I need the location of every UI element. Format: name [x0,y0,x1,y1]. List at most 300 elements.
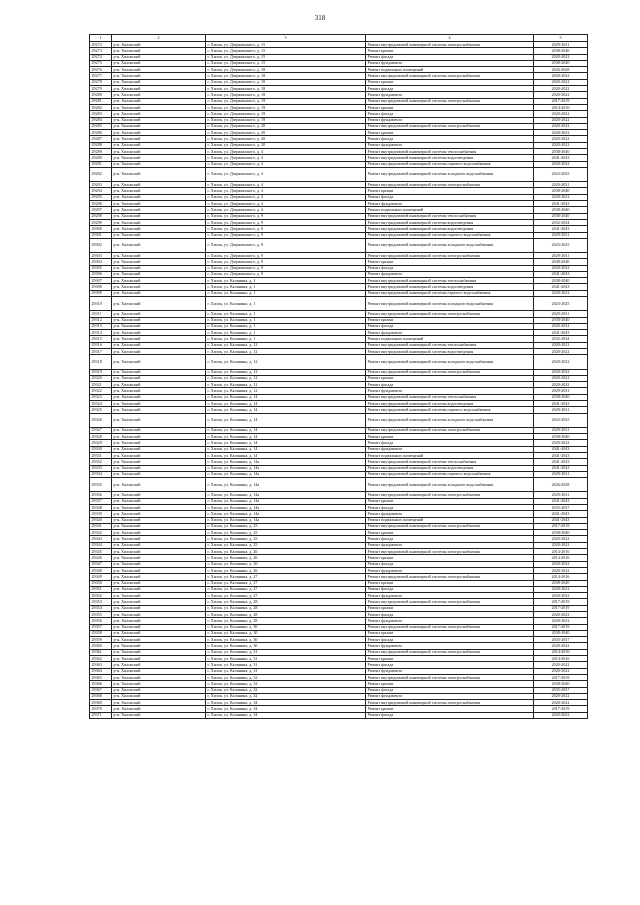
work-type-cell: Ремонт крыши [366,630,534,636]
period-cell: 2020-2022 [534,130,588,136]
row-number: 29325 [90,407,112,413]
work-type-cell: Ремонт внутридомовой инженерной системы горячего водоснабжения [366,407,534,413]
row-number: 29346 [90,555,112,561]
address-cell: г. Хилок, ул. Калинина, д. 14а [206,471,366,477]
address-cell: г. Хилок, ул. Калинина, д. 1 [206,284,366,290]
row-number: 29341 [90,523,112,529]
address-cell: г. Хилок, ул. Калинина, д. 25 [206,536,366,542]
district-cell: р-н. Хилокский [112,161,206,167]
row-number: 29330 [90,446,112,452]
period-cell: 2017-2019 [534,706,588,712]
district-cell: р-н. Хилокский [112,656,206,662]
address-cell: г. Хилок, ул. Калинина, д. 14 [206,440,366,446]
work-type-cell: Ремонт фундамента [366,618,534,624]
work-type-cell: Ремонт внутридомовой инженерной системы холодного водоснабжения [366,478,534,492]
work-type-cell: Ремонт внутридомовой инженерной системы теплоснабжения [366,149,534,155]
period-cell: 2038-2040 [534,149,588,155]
address-cell: г. Хилок, ул. Калинина, д. 28 [206,611,366,617]
row-number: 29304 [90,259,112,265]
address-cell: г. Хилок, ул. Калинина, д. 12 [206,369,366,375]
district-cell: р-н. Хилокский [112,232,206,238]
period-cell: 2023-2025 [534,297,588,311]
work-type-cell: Ремонт внутридомовой инженерной системы горячего водоснабжения [366,161,534,167]
period-cell: 2020-2022 [534,693,588,699]
row-number: 29281 [90,98,112,104]
work-type-cell: Ремонт фундамента [366,668,534,674]
period-cell: 2038-2040 [534,394,588,400]
address-cell: г. Хилок, ул. Дзержинского, д. 9 [206,259,366,265]
work-type-cell: Ремонт внутридомовой инженерной системы электроснабжения [366,624,534,630]
address-cell: г. Хилок, ул. Калинина, д. 34 [206,706,366,712]
district-cell: р-н. Хилокский [112,459,206,465]
work-type-cell: Ремонт внутридомовой инженерной системы горячего водоснабжения [366,290,534,296]
period-cell: 2038-2040 [534,434,588,440]
period-cell: 2020-2022 [534,342,588,348]
district-cell: р-н. Хилокский [112,67,206,73]
work-type-cell: Ремонт фундамента [366,271,534,277]
period-cell: 2020-2022 [534,668,588,674]
row-number: 29311 [90,311,112,317]
row-number: 29303 [90,252,112,258]
work-type-cell: Ремонт подвальных помещений [366,67,534,73]
work-type-cell: Ремонт фасада [366,687,534,693]
work-type-cell: Ремонт крыши [366,48,534,54]
district-cell: р-н. Хилокский [112,188,206,194]
work-type-cell: Ремонт внутридомовой инженерной системы электроснабжения [366,98,534,104]
work-type-cell: Ремонт фасада [366,561,534,567]
work-type-cell: Ремонт подвальных помещений [366,452,534,458]
address-cell: г. Хилок, ул. Калинина, д. 14а [206,504,366,510]
address-cell: г. Хилок, ул. Калинина, д. 14а [206,492,366,498]
period-cell: 2014-2016 [534,656,588,662]
row-number: 29305 [90,265,112,271]
district-cell: р-н. Хилокский [112,452,206,458]
district-cell: р-н. Хилокский [112,48,206,54]
district-cell: р-н. Хилокский [112,98,206,104]
work-type-cell: Ремонт внутридомовой инженерной системы холодного водоснабжения [366,238,534,252]
district-cell: р-н. Хилокский [112,349,206,355]
work-type-cell: Ремонт крыши [366,375,534,381]
district-cell: р-н. Хилокский [112,549,206,555]
period-cell: 2029-2031 [534,311,588,317]
period-cell: 2023-2025 [534,413,588,427]
work-type-cell: Ремонт внутридомовой инженерной системы водоотведения [366,284,534,290]
address-cell: г. Хилок, ул. Калинина, д. 26 [206,561,366,567]
row-number: 29327 [90,427,112,433]
address-cell: г. Хилок, ул. Дзержинского, д. 19 [206,98,366,104]
work-type-cell: Ремонт внутридомовой инженерной системы электроснабжения [366,42,534,48]
row-number: 29273 [90,48,112,54]
period-cell: 2020-2022 [534,586,588,592]
work-type-cell: Ремонт крыши [366,555,534,561]
period-cell: 2020-2022 [534,369,588,375]
address-cell: г. Хилок, ул. Калинина, д. 12 [206,388,366,394]
row-number: 29285 [90,123,112,129]
row-number: 29274 [90,54,112,60]
district-cell: р-н. Хилокский [112,611,206,617]
district-cell: р-н. Хилокский [112,586,206,592]
work-type-cell: Ремонт крыши [366,706,534,712]
district-cell: р-н. Хилокский [112,355,206,369]
address-cell: г. Хилок, ул. Дзержинского, д. 20 [206,130,366,136]
address-cell: г. Хилок, ул. Калинина, д. 28 [206,605,366,611]
row-number: 29277 [90,73,112,79]
row-number: 29316 [90,342,112,348]
period-cell: 2014-2016 [534,104,588,110]
row-number: 29350 [90,580,112,586]
district-cell: р-н. Хилокский [112,471,206,477]
period-cell: 2029-2031 [534,492,588,498]
district-cell: р-н. Хилокский [112,668,206,674]
row-number: 29308 [90,284,112,290]
row-number: 29283 [90,111,112,117]
work-type-cell: Ремонт внутридомовой инженерной системы электроснабжения [366,369,534,375]
work-type-cell: Ремонт внутридомовой инженерной системы электроснабжения [366,700,534,706]
district-cell: р-н. Хилокский [112,142,206,148]
address-cell: г. Хилок, ул. Дзержинского, д. 9 [206,252,366,258]
row-number: 29357 [90,624,112,630]
column-header: 3 [206,35,366,42]
period-cell: 2020-2022 [534,265,588,271]
period-cell: 2020-2022 [534,382,588,388]
period-cell: 2041-2043 [534,498,588,504]
district-cell: р-н. Хилокский [112,498,206,504]
period-cell: 2020-2022 [534,117,588,123]
row-number: 29295 [90,194,112,200]
period-cell: 2020-2022 [534,86,588,92]
address-cell: г. Хилок, ул. Дзержинского, д. 20 [206,123,366,129]
address-cell: г. Хилок, ул. Дзержинского, д. 4 [206,182,366,188]
address-cell: г. Хилок, ул. Калинина, д. 25 [206,542,366,548]
address-cell: г. Хилок, ул. Калинина, д. 14 [206,401,366,407]
district-cell: р-н. Хилокский [112,104,206,110]
work-type-cell: Ремонт внутридомовой инженерной системы электроснабжения [366,523,534,529]
address-cell: г. Хилок, ул. Калинина, д. 14 [206,394,366,400]
work-type-cell: Ремонт фундамента [366,643,534,649]
work-type-cell: Ремонт фасада [366,111,534,117]
period-cell: 2038-2040 [534,188,588,194]
row-number: 29317 [90,349,112,355]
address-cell: г. Хилок, ул. Калинина, д. 12 [206,355,366,369]
period-cell: 2023-2025 [534,167,588,181]
row-number: 29363 [90,662,112,668]
address-cell: г. Хилок, ул. Калинина, д. 32 [206,693,366,699]
row-number: 29278 [90,79,112,85]
row-number: 29348 [90,567,112,573]
period-cell: 2017-2019 [534,674,588,680]
address-cell: г. Хилок, ул. Дзержинского, д. 20 [206,136,366,142]
district-cell: р-н. Хилокский [112,86,206,92]
row-number: 29355 [90,611,112,617]
period-cell: 2017-2019 [534,599,588,605]
district-cell: р-н. Хилокский [112,259,206,265]
period-cell: 2041-2043 [534,452,588,458]
address-cell: г. Хилок, ул. Калинина, д. 14а [206,478,366,492]
district-cell: р-н. Хилокский [112,407,206,413]
address-cell: г. Хилок, ул. Калинина, д. 28 [206,599,366,605]
work-type-cell: Ремонт крыши [366,681,534,687]
period-cell: 2014-2016 [534,574,588,580]
work-type-cell: Ремонт внутридомовой инженерной системы электроснабжения [366,252,534,258]
district-cell: р-н. Хилокский [112,167,206,181]
work-type-cell: Ремонт фасада [366,611,534,617]
work-type-cell: Ремонт внутридомовой инженерной системы теплоснабжения [366,278,534,284]
row-number: 29332 [90,459,112,465]
district-cell: р-н. Хилокский [112,478,206,492]
row-number: 29319 [90,369,112,375]
work-type-cell: Ремонт внутридомовой инженерной системы электроснабжения [366,574,534,580]
row-number: 29343 [90,536,112,542]
row-number: 29288 [90,142,112,148]
period-cell: 2038-2040 [534,207,588,213]
work-type-cell: Ремонт крыши [366,580,534,586]
period-cell: 2038-2040 [534,259,588,265]
work-type-cell: Ремонт внутридомовой инженерной системы холодного водоснабжения [366,297,534,311]
address-cell: г. Хилок, ул. Калинина, д. 32 [206,674,366,680]
period-cell: 2020-2022 [534,611,588,617]
work-type-cell: Ремонт крыши [366,530,534,536]
address-cell: г. Хилок, ул. Дзержинского, д. 19 [206,104,366,110]
address-cell: г. Хилок, ул. Калинина, д. 31 [206,649,366,655]
district-cell: р-н. Хилокский [112,530,206,536]
district-cell: р-н. Хилокский [112,605,206,611]
period-cell: 2020-2022 [534,712,588,718]
district-cell: р-н. Хилокский [112,618,206,624]
address-cell: г. Хилок, ул. Калинина, д. 32 [206,687,366,693]
address-cell: г. Хилок, ул. Калинина, д. 1 [206,297,366,311]
work-type-cell: Ремонт крыши [366,656,534,662]
address-cell: г. Хилок, ул. Калинина, д. 14а [206,465,366,471]
address-cell: г. Хилок, ул. Калинина, д. 25 [206,523,366,529]
row-number: 29345 [90,549,112,555]
address-cell: г. Хилок, ул. Калинина, д. 14а [206,459,366,465]
work-type-cell: Ремонт фасада [366,440,534,446]
district-cell: р-н. Хилокский [112,149,206,155]
period-cell: 2038-2040 [534,317,588,323]
address-cell: г. Хилок, ул. Калинина, д. 14 [206,413,366,427]
address-cell: г. Хилок, ул. Дзержинского, д. 4 [206,149,366,155]
work-type-cell: Ремонт фасада [366,637,534,643]
address-cell: г. Хилок, ул. Калинина, д. 14 [206,427,366,433]
period-cell: 2020-2022 [534,92,588,98]
address-cell: г. Хилок, ул. Калинина, д. 28 [206,618,366,624]
work-type-cell: Ремонт фундамента [366,142,534,148]
district-cell: р-н. Хилокский [112,252,206,258]
district-cell: р-н. Хилокский [112,213,206,219]
row-number: 29310 [90,297,112,311]
period-cell: 2020-2022 [534,593,588,599]
address-cell: г. Хилок, ул. Дзержинского, д. 4 [206,194,366,200]
row-number: 29286 [90,130,112,136]
row-number: 29337 [90,498,112,504]
period-cell: 2038-2040 [534,60,588,66]
address-cell: г. Хилок, ул. Дзержинского, д. 4 [206,207,366,213]
row-number: 29324 [90,401,112,407]
period-cell: 2041-2043 [534,330,588,336]
period-cell: 2023-2025 [534,238,588,252]
work-type-cell: Ремонт подвальных помещений [366,207,534,213]
period-cell: 2035-2037 [534,637,588,643]
address-cell: г. Хилок, ул. Дзержинского, д. 15 [206,48,366,54]
row-number: 29367 [90,687,112,693]
row-number: 29358 [90,630,112,636]
period-cell: 2038-2040 [534,48,588,54]
row-number: 29366 [90,681,112,687]
address-cell: г. Хилок, ул. Калинина, д. 1 [206,278,366,284]
district-cell: р-н. Хилокский [112,624,206,630]
address-cell: г. Хилок, ул. Калинина, д. 1 [206,330,366,336]
district-cell: р-н. Хилокский [112,388,206,394]
address-cell: г. Хилок, ул. Дзержинского, д. 4 [206,201,366,207]
period-cell: 2020-2022 [534,375,588,381]
district-cell: р-н. Хилокский [112,630,206,636]
district-cell: р-н. Хилокский [112,311,206,317]
period-cell: 2029-2031 [534,427,588,433]
work-type-cell: Ремонт фасада [366,504,534,510]
district-cell: р-н. Хилокский [112,427,206,433]
work-type-cell: Ремонт фундамента [366,60,534,66]
work-type-cell: Ремонт фундамента [366,117,534,123]
period-cell: 2029-2031 [534,232,588,238]
period-cell: 2020-2022 [534,111,588,117]
address-cell: г. Хилок, ул. Дзержинского, д. 4 [206,167,366,181]
work-type-cell: Ремонт внутридомовой инженерной системы теплоснабжения [366,213,534,219]
district-cell: р-н. Хилокский [112,54,206,60]
table-row [90,413,588,427]
address-cell: г. Хилок, ул. Калинина, д. 25 [206,530,366,536]
work-type-cell: Ремонт внутридомовой инженерной системы водоотведения [366,465,534,471]
district-cell: р-н. Хилокский [112,265,206,271]
address-cell: г. Хилок, ул. Дзержинского, д. 9 [206,265,366,271]
district-cell: р-н. Хилокский [112,517,206,523]
address-cell: г. Хилок, ул. Калинина, д. 27 [206,586,366,592]
row-number: 29354 [90,605,112,611]
address-cell: г. Хилок, ул. Дзержинского, д. 4 [206,188,366,194]
district-cell: р-н. Хилокский [112,136,206,142]
address-cell: г. Хилок, ул. Калинина, д. 14 [206,434,366,440]
work-type-cell: Ремонт внутридомовой инженерной системы холодного водоснабжения [366,167,534,181]
period-cell: 2020-2022 [534,567,588,573]
district-cell: р-н. Хилокский [112,330,206,336]
table-row [90,297,588,311]
district-cell: р-н. Хилокский [112,42,206,48]
address-cell: г. Хилок, ул. Дзержинского, д. 9 [206,232,366,238]
address-cell: г. Хилок, ул. Калинина, д. 14а [206,517,366,523]
row-number: 29340 [90,517,112,523]
row-number: 29335 [90,478,112,492]
row-number: 29272 [90,42,112,48]
work-type-cell: Ремонт фундамента [366,693,534,699]
period-cell: 2020-2022 [534,161,588,167]
row-number: 29334 [90,471,112,477]
period-cell: 2038-2040 [534,630,588,636]
district-cell: р-н. Хилокский [112,567,206,573]
address-cell: г. Хилок, ул. Калинина, д. 27 [206,580,366,586]
work-type-cell: Ремонт крыши [366,130,534,136]
period-cell: 2020-2022 [534,700,588,706]
row-number: 29294 [90,188,112,194]
period-cell: 2020-2022 [534,542,588,548]
district-cell: р-н. Хилокский [112,706,206,712]
row-number: 29320 [90,375,112,381]
work-type-cell: Ремонт фундамента [366,446,534,452]
column-header: 4 [366,35,534,42]
work-type-cell: Ремонт фасада [366,136,534,142]
work-type-cell: Ремонт внутридомовой инженерной системы водоотведения [366,155,534,161]
work-type-cell: Ремонт фундамента [366,201,534,207]
column-header: 5 [534,35,588,42]
address-cell: г. Хилок, ул. Калинина, д. 27 [206,574,366,580]
address-cell: г. Хилок, ул. Калинина, д. 14 [206,407,366,413]
district-cell: р-н. Хилокский [112,238,206,252]
row-number: 29328 [90,434,112,440]
district-cell: р-н. Хилокский [112,700,206,706]
period-cell: 2032-2034 [534,219,588,225]
row-number: 29322 [90,388,112,394]
row-number: 29291 [90,161,112,167]
row-number: 29300 [90,226,112,232]
row-number: 29331 [90,452,112,458]
district-cell: р-н. Хилокский [112,369,206,375]
district-cell: р-н. Хилокский [112,219,206,225]
row-number: 29362 [90,656,112,662]
period-cell: 2029-2031 [534,407,588,413]
district-cell: р-н. Хилокский [112,375,206,381]
address-cell: г. Хилок, ул. Калинина, д. 14а [206,498,366,504]
period-cell: 2041-2043 [534,511,588,517]
district-cell: р-н. Хилокский [112,643,206,649]
period-cell: 2020-2022 [534,349,588,355]
work-type-cell: Ремонт фундамента [366,388,534,394]
address-cell: г. Хилок, ул. Калинина, д. 26 [206,549,366,555]
work-type-cell: Ремонт внутридомовой инженерной системы электроснабжения [366,182,534,188]
district-cell: р-н. Хилокский [112,271,206,277]
work-type-cell: Ремонт внутридомовой инженерной системы водоотведения [366,401,534,407]
period-cell: 2041-2043 [534,446,588,452]
period-cell: 2029-2031 [534,388,588,394]
row-number: 29360 [90,643,112,649]
period-cell: 2035-2037 [534,687,588,693]
district-cell: р-н. Хилокский [112,92,206,98]
district-cell: р-н. Хилокский [112,674,206,680]
district-cell: р-н. Хилокский [112,317,206,323]
period-cell: 2032-2034 [534,336,588,342]
period-cell: 2038-2040 [534,530,588,536]
work-type-cell: Ремонт фасада [366,86,534,92]
address-cell: г. Хилок, ул. Калинина, д. 1 [206,317,366,323]
table-row [90,238,588,252]
work-type-cell: Ремонт внутридомовой инженерной системы холодного водоснабжения [366,355,534,369]
district-cell: р-н. Хилокский [112,297,206,311]
period-cell: 2038-2040 [534,278,588,284]
address-cell: г. Хилок, ул. Дзержинского, д. 18 [206,86,366,92]
address-cell: г. Хилок, ул. Дзержинского, д. 4 [206,161,366,167]
table-row [90,355,588,369]
work-type-cell: Ремонт фасада [366,194,534,200]
work-type-cell: Ремонт крыши [366,259,534,265]
work-type-cell: Ремонт фундамента [366,511,534,517]
address-cell: г. Хилок, ул. Калинина, д. 31 [206,662,366,668]
work-type-cell: Ремонт внутридомовой инженерной системы теплоснабжения [366,394,534,400]
work-type-cell: Ремонт внутридомовой инженерной системы горячего водоснабжения [366,232,534,238]
period-cell: 2041-2043 [534,271,588,277]
row-number: 29351 [90,586,112,592]
address-cell: г. Хилок, ул. Калинина, д. 14 [206,446,366,452]
period-cell: 2020-2022 [534,142,588,148]
work-type-cell: Ремонт фасада [366,662,534,668]
address-cell: г. Хилок, ул. Калинина, д. 34 [206,712,366,718]
row-number: 29306 [90,271,112,277]
